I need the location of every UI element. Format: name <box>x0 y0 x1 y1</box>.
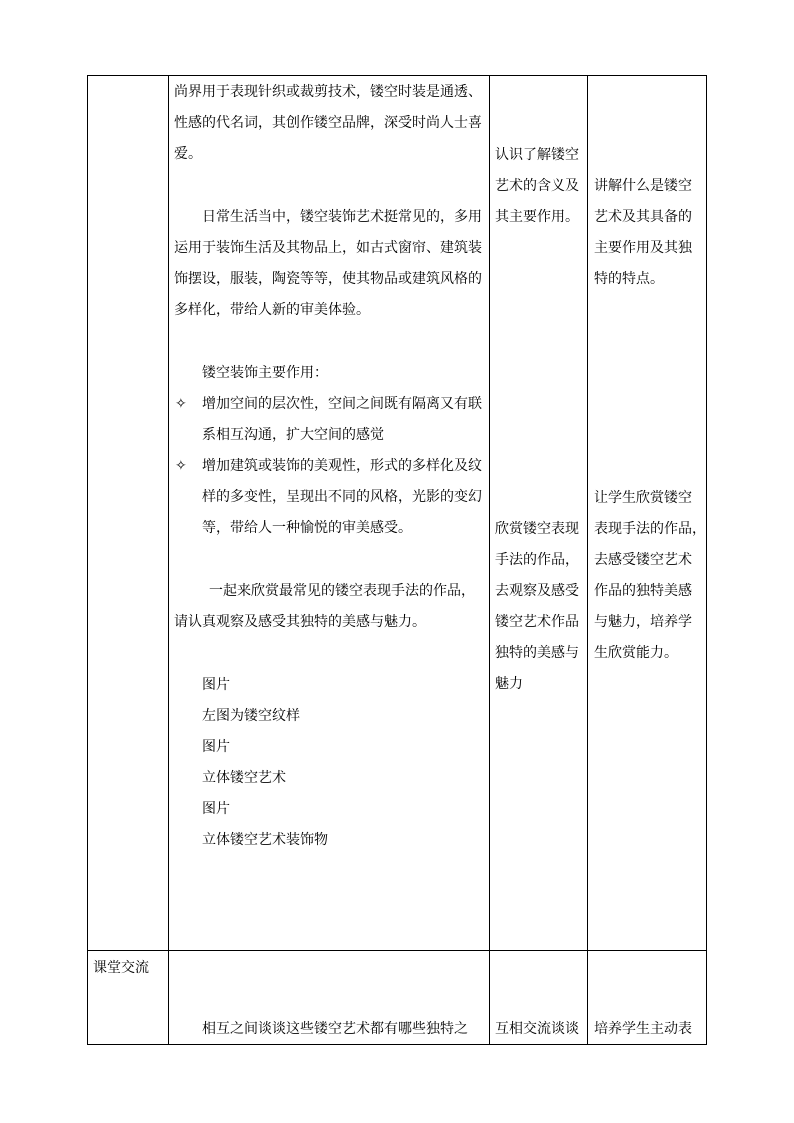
process-line: 增加空间的层次性，空间之间既有隔离又有联 <box>202 396 482 412</box>
design-intent-line: 讲解什么是镂空 <box>594 178 692 194</box>
process-line: 样的多变性，呈现出不同的风格，光影的变幻 <box>202 489 482 505</box>
design-intent-line: 去感受镂空艺术 <box>594 552 692 568</box>
student-activity-line: 其主要作用。 <box>495 209 579 225</box>
image-placeholder-label: 图片 <box>202 677 230 693</box>
diamond-bullet-icon: ✧ <box>175 396 187 412</box>
process-line: 相互之间谈谈这些镂空艺术都有哪些独特之 <box>202 1021 468 1037</box>
design-intent-line: 主要作用及其独 <box>594 240 692 256</box>
student-activity-line: 欣赏镂空表现 <box>495 521 579 537</box>
column-divider-2 <box>489 75 490 1045</box>
design-intent-line: 特的特点。 <box>594 271 664 287</box>
process-line: 等，带给人一种愉悦的审美感受。 <box>202 520 412 536</box>
process-line: 镂空装饰主要作用： <box>202 365 328 381</box>
process-line: 饰摆设，服装，陶瓷等等，使其物品或建筑风格的 <box>174 271 482 287</box>
image-placeholder-label: 图片 <box>202 739 230 755</box>
student-activity-line: 认识了解镂空 <box>495 147 579 163</box>
image-placeholder-label: 图片 <box>202 801 230 817</box>
image-caption: 立体镂空艺术装饰物 <box>202 832 328 848</box>
stage-label: 课堂交流 <box>93 960 149 976</box>
column-divider-1 <box>168 75 169 1045</box>
process-line: 性感的代名词，其创作镂空品牌，深受时尚人士喜 <box>174 115 482 131</box>
design-intent-line: 与魅力，培养学 <box>594 614 692 630</box>
column-divider-3 <box>587 75 588 1045</box>
student-activity-line: 艺术的含义及 <box>495 178 579 194</box>
diamond-bullet-icon: ✧ <box>175 458 187 474</box>
image-caption: 立体镂空艺术 <box>202 770 286 786</box>
table-left-border <box>87 75 88 1045</box>
student-activity-line: 独特的美感与 <box>495 645 579 661</box>
design-intent-line: 培养学生主动表 <box>594 1021 692 1037</box>
student-activity-line: 去观察及感受 <box>495 583 579 599</box>
image-caption: 左图为镂空纹样 <box>202 708 300 724</box>
design-intent-line: 生欣赏能力。 <box>594 645 678 661</box>
table-right-border <box>706 75 707 1045</box>
student-activity-line: 镂空艺术作品 <box>495 614 579 630</box>
process-line: 增加建筑或装饰的美观性，形式的多样化及纹 <box>202 458 482 474</box>
process-line: 系相互沟通，扩大空间的感觉 <box>202 427 384 443</box>
process-line: 爱。 <box>174 146 202 162</box>
design-intent-line: 让学生欣赏镂空 <box>594 490 692 506</box>
process-line: 运用于装饰生活及其物品上，如古式窗帘、建筑装 <box>174 240 482 256</box>
design-intent-line: 表现手法的作品， <box>594 521 706 537</box>
design-intent-line: 作品的独特美感 <box>594 583 692 599</box>
row-divider <box>87 950 707 951</box>
student-activity-line: 魅力 <box>495 676 523 692</box>
student-activity-line: 手法的作品， <box>495 552 579 568</box>
process-line: 日常生活当中，镂空装饰艺术挺常见的，多用 <box>202 209 482 225</box>
student-activity-line: 互相交流谈谈 <box>495 1021 579 1037</box>
table-top-border <box>87 75 707 76</box>
process-line: 多样化，带给人新的审美体验。 <box>174 302 370 318</box>
process-line: 请认真观察及感受其独特的美感与魅力。 <box>174 614 426 630</box>
process-line: 一起来欣赏最常见的镂空表现手法的作品， <box>209 583 475 599</box>
process-line: 尚界用于表现针织或裁剪技术，镂空时装是通透、 <box>174 84 482 100</box>
design-intent-line: 艺术及其具备的 <box>594 209 692 225</box>
